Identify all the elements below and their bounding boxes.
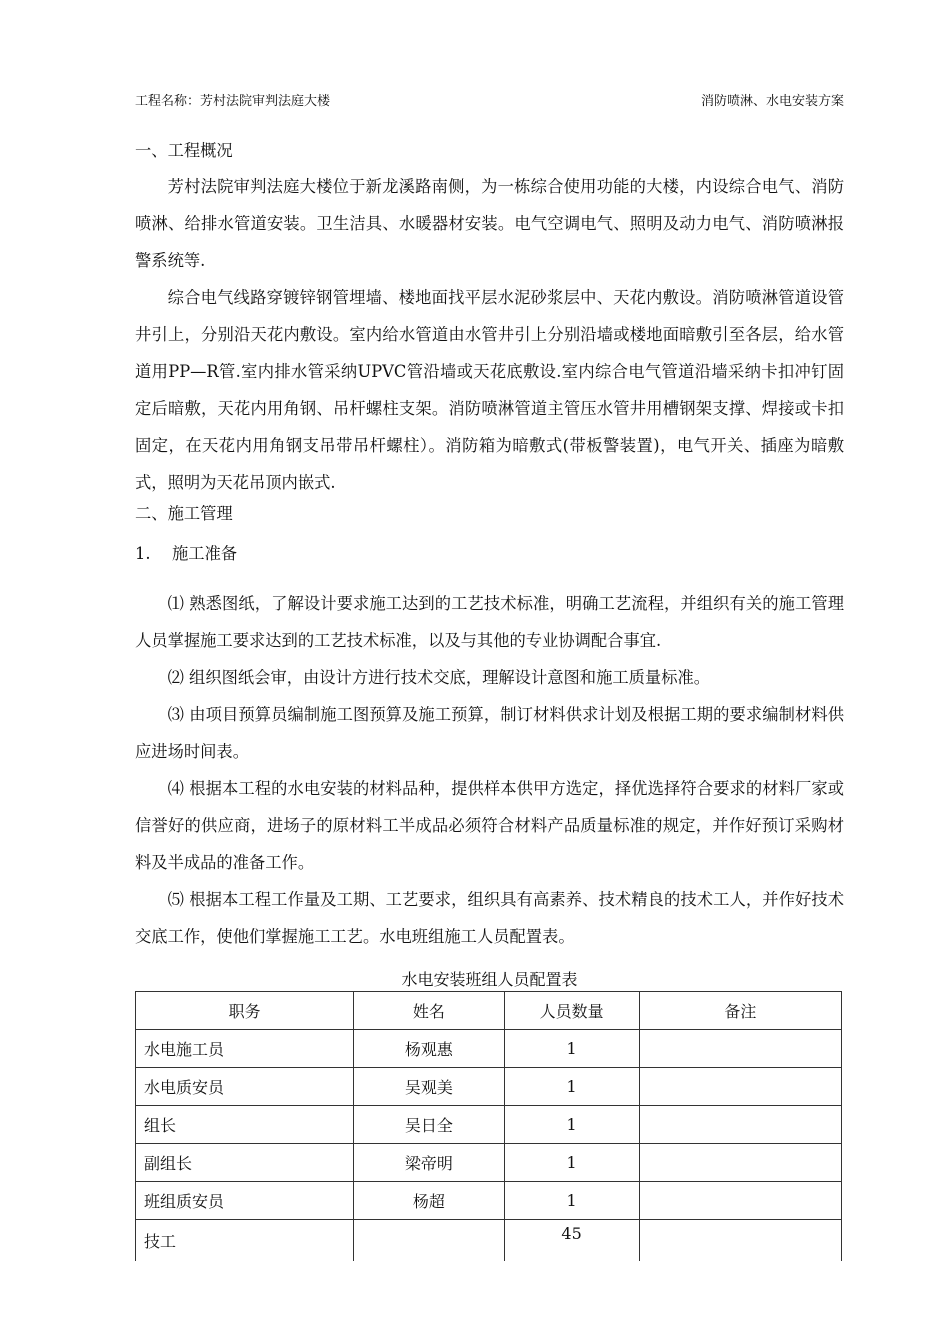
table-row (136, 1030, 842, 1068)
overview-paragraph-2: 综合电气线路穿镀锌钢管埋墙、楼地面找平层水泥砂浆层中、天花内敷设。消防喷淋管道设管井引上，分别沿天花内敷设。室内给水管道由水管井引上分别沿墙或楼地面暗敷引至各层，给水管道用PP—R管.室内排水管采纳UPVC管沿墙或天花底敷设.室内综合电气管道沿墙采纳卡扣冲钉固定后暗敷，天花内用角钢、吊杆螺柱支架。消防喷淋管道主管压水管井用槽钢架支撑、焊接或卡扣固定，在天花内用角钢支吊带吊杆螺柱）。消防箱为暗敷式(带板警装置)，电气开关、插座为暗敷式，照明为天花吊顶内嵌式. (135, 288, 844, 492)
cell-position: 水电施工员 (136, 1030, 354, 1068)
subsection-heading-preparation (135, 541, 844, 567)
staff-table (135, 991, 842, 1261)
cell-remarks (639, 1144, 841, 1182)
cell-position: 技工 (136, 1220, 354, 1262)
cell-count: 1 (504, 1144, 639, 1182)
cell-position: 组长 (136, 1106, 354, 1144)
prep-item-3: ⑶ 由项目预算员编制施工图预算及施工预算，制订材料供求计划及根据工期的要求编制材料供应进场时间表。 (135, 705, 844, 761)
subsection-title: 施工准备 (172, 544, 238, 563)
cell-remarks (639, 1068, 841, 1106)
prep-item-4: ⑷ 根据本工程的水电安装的材料品种，提供样本供甲方选定，择优选择符合要求的材料厂家或信誉好的供应商，进场子的原材料工半成品必须符合材料产品质量标准的规定，并作好预订采购材料及半成品的准备工作。 (135, 779, 844, 872)
cell-remarks (639, 1182, 841, 1220)
cell-count: 1 (504, 1030, 639, 1068)
cell-name: 吴观美 (354, 1068, 504, 1106)
cell-remarks (639, 1106, 841, 1144)
cell-name: 杨观惠 (354, 1030, 504, 1068)
table-title: 水电安装班组人员配置表 (401, 970, 578, 989)
document-body (135, 138, 844, 1261)
cell-name: 吴日全 (354, 1106, 504, 1144)
header-project-name: 工程名称：芳村法院审判法庭大楼 (135, 94, 331, 109)
section-heading-overview: 一、工程概况 (135, 141, 233, 160)
cell-position: 副组长 (136, 1144, 354, 1182)
table-header-row (136, 992, 842, 1030)
subsection-number: 1. (135, 544, 151, 563)
cell-remarks (639, 1220, 841, 1262)
table-row (136, 1068, 842, 1106)
overview-paragraph-1: 芳村法院审判法庭大楼位于新龙溪路南侧，为一栋综合使用功能的大楼，内设综合电气、消防喷淋、给排水管道安装。卫生洁具、水暖器材安装。电气空调电气、照明及动力电气、消防喷淋报警系统等. (135, 177, 844, 270)
table-row (136, 1106, 842, 1144)
header-name: 姓名 (354, 992, 504, 1030)
cell-position: 班组质安员 (136, 1182, 354, 1220)
header-document-title: 消防喷淋、水电安装方案 (700, 94, 844, 109)
cell-remarks (639, 1030, 841, 1068)
table-row (136, 1182, 842, 1220)
header-remarks: 备注 (639, 992, 841, 1030)
cell-count: 1 (504, 1106, 639, 1144)
section-heading-management: 二、施工管理 (135, 504, 233, 523)
cell-count: 1 (504, 1068, 639, 1106)
cell-name (354, 1220, 504, 1262)
cell-name: 梁帝明 (354, 1144, 504, 1182)
cell-count: 1 (504, 1182, 639, 1220)
prep-item-1: ⑴ 熟悉图纸，了解设计要求施工达到的工艺技术标准，明确工艺流程，并组织有关的施工管理人员掌握施工要求达到的工艺技术标准，以及与其他的专业协调配合事宜. (135, 594, 844, 650)
header-position: 职务 (136, 992, 354, 1030)
header-count: 人员数量 (504, 992, 639, 1030)
cell-count: 45 (504, 1220, 639, 1262)
cell-name: 杨超 (354, 1182, 504, 1220)
table-row (136, 1144, 842, 1182)
table-row (136, 1220, 842, 1262)
cell-position: 水电质安员 (136, 1068, 354, 1106)
prep-item-5: ⑸ 根据本工程工作量及工期、工艺要求，组织具有高素养、技术精良的技术工人，并作好技术交底工作，使他们掌握施工工艺。水电班组施工人员配置表。 (135, 890, 844, 946)
prep-item-2: ⑵ 组织图纸会审，由设计方进行技术交底，理解设计意图和施工质量标准。 (167, 668, 711, 687)
